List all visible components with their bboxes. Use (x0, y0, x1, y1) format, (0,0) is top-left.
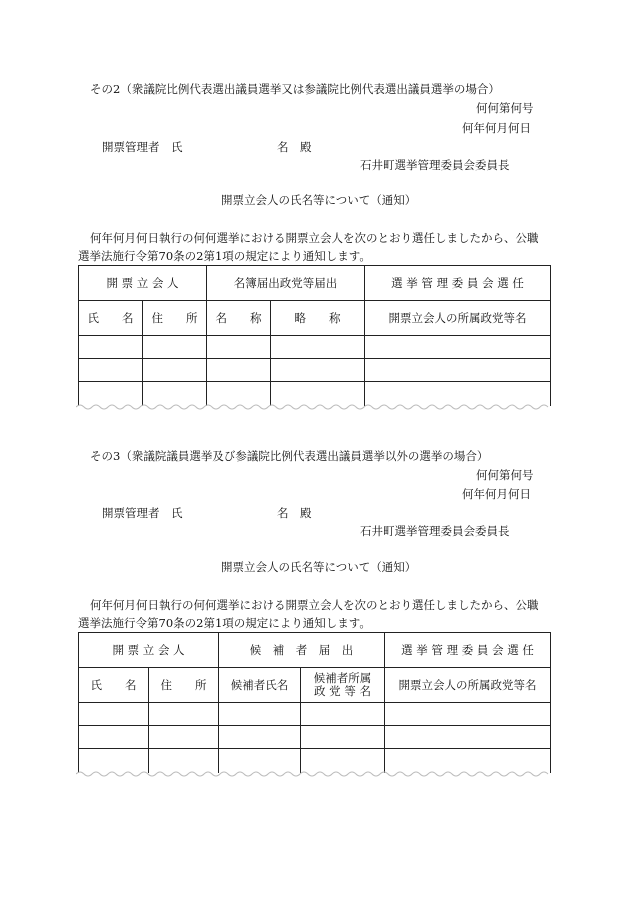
table-cell (385, 703, 551, 726)
document-date: 何年何月何日 (462, 487, 531, 501)
table-cell (301, 749, 385, 773)
table-cell (149, 703, 219, 726)
group-header-witness: 開 票 立 会 人 (79, 633, 219, 668)
table-cell (79, 382, 143, 406)
column-header-candidate-party-line-2: 政 党 等 名 (314, 684, 371, 698)
group-header-witness: 開 票 立 会 人 (79, 266, 207, 301)
column-header-candidate-name: 候補者氏名 (219, 668, 301, 703)
group-header-committee: 選 挙 管 理 委 員 会 選 任 (365, 266, 551, 301)
table-cell (219, 749, 301, 773)
table-cell (385, 726, 551, 749)
table-row (79, 336, 551, 359)
table-cell (301, 703, 385, 726)
column-header-name: 氏 名 (79, 668, 149, 703)
table-cell (301, 726, 385, 749)
table-cell (365, 359, 551, 382)
column-header-address: 住 所 (149, 668, 219, 703)
column-header-address: 住 所 (143, 301, 207, 336)
column-header-witness-party: 開票立会人の所属政党等名 (385, 668, 551, 703)
reference-number: 何何第何号 (476, 101, 534, 115)
table-cut-line (76, 403, 552, 411)
sender-name: 石井町選挙管理委員会委員長 (360, 158, 510, 172)
table-cell (365, 382, 551, 406)
table-cell (143, 359, 207, 382)
group-header-candidate: 候 補 者 届 出 (219, 633, 385, 668)
notice-title: 開票立会人の氏名等について（通知） (221, 560, 417, 574)
addressee-title: 開票管理者 氏 (102, 506, 183, 520)
table-cell (271, 359, 365, 382)
addressee-suffix: 名 殿 (277, 140, 312, 154)
column-header-candidate-party (301, 668, 385, 703)
table-row (79, 703, 551, 726)
table-cell (79, 726, 149, 749)
table-cell (79, 359, 143, 382)
table-cell (207, 359, 271, 382)
group-header-committee: 選 挙 管 理 委 員 会 選 任 (385, 633, 551, 668)
table-cell (149, 726, 219, 749)
table-cell (79, 703, 149, 726)
notice-body-line-1: 何年何月何日執行の何何選挙における開票立会人を次のとおり選任しましたから、公職 (90, 231, 539, 245)
table-cell (271, 336, 365, 359)
table-cell (79, 749, 149, 773)
column-header-witness-party: 開票立会人の所属政党等名 (365, 301, 551, 336)
table-cell (143, 336, 207, 359)
table-cell (219, 703, 301, 726)
table-cut-line (76, 770, 552, 778)
document-date: 何年何月何日 (462, 121, 531, 135)
table-cell (365, 336, 551, 359)
notice-title: 開票立会人の氏名等について（通知） (221, 193, 417, 207)
table-cell (385, 749, 551, 773)
appointment-table (78, 632, 551, 773)
table-cell (207, 336, 271, 359)
table-cell (79, 336, 143, 359)
column-header-candidate-party-line-1: 候補者所属 (313, 671, 372, 685)
section-heading: その2（衆議院比例代表選出議員選挙又は参議院比例代表選出議員選挙の場合） (90, 82, 500, 96)
column-header-name: 氏 名 (79, 301, 143, 336)
table-cell (207, 382, 271, 406)
sender-name: 石井町選挙管理委員会委員長 (360, 524, 510, 538)
table-cell (271, 382, 365, 406)
table-cell (143, 382, 207, 406)
appointment-table (78, 265, 551, 406)
notice-body-line-1: 何年何月何日執行の何何選挙における開票立会人を次のとおり選任しましたから、公職 (90, 598, 539, 612)
table-row (79, 359, 551, 382)
table-cell (219, 726, 301, 749)
notice-body-line-2: 選挙法施行令第70条の2第1項の規定により通知します。 (78, 249, 371, 263)
addressee-suffix: 名 殿 (277, 506, 312, 520)
addressee-title: 開票管理者 氏 (102, 140, 183, 154)
notice-body-line-2: 選挙法施行令第70条の2第1項の規定により通知します。 (78, 616, 371, 630)
column-header-abbreviation: 略 称 (271, 301, 365, 336)
group-header-party: 名簿届出政党等届出 (207, 266, 365, 301)
table-row (79, 749, 551, 773)
column-header-party-name: 名 称 (207, 301, 271, 336)
table-row (79, 726, 551, 749)
section-heading: その3（衆議院議員選挙及び参議院比例代表選出議員選挙以外の選挙の場合） (90, 449, 489, 463)
table-row (79, 382, 551, 406)
table-cell (149, 749, 219, 773)
reference-number: 何何第何号 (476, 468, 534, 482)
